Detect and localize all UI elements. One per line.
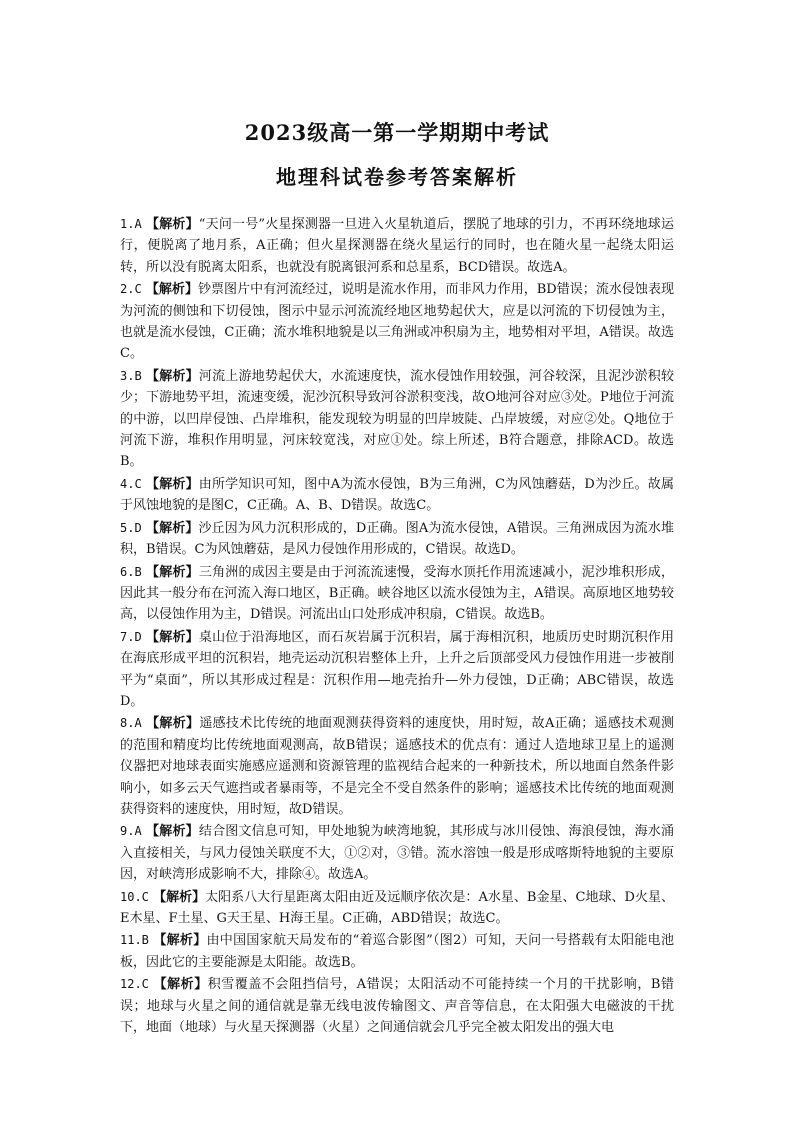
analysis-tag: 【解析】 (146, 217, 199, 232)
analysis-tag: 【解析】 (146, 368, 199, 384)
answer-item (120, 821, 674, 885)
answer-text: 遥感技术比传统的地面观测获得资料的速度快，用时短，故A正确；遥感技术观测的范围和精度均比传统地面观测高，故B错误；遥感技术的优点有：通过人造地球卫星上的遥测仪器把对地球表面实施感应遥测和资源管理的监视结合起来的一种新技术，所以地面自然条件影响小，如多云天气遮挡或者暴雨等，不是完全不受自然条件的影响；遥感技术比传统的地面观测获得资料的速度快，用时短，故D错误。 (120, 716, 674, 817)
answer-item (120, 279, 674, 365)
answer-item (120, 974, 674, 1038)
answer-number: 2.C (120, 282, 142, 297)
answer-number: 6.B (120, 564, 142, 579)
answer-text: 积雪覆盖不会阻挡信号，A错误；太阳活动不可能持续一个月的干扰影响，B错误；地球与火星之间的通信就是靠无线电波传输图文、声音等信息，在太阳强大电磁波的干扰下，地面（地球）与火星天探测器（火星）之间通信就会几乎完全被太阳发出的强大电 (120, 977, 674, 1036)
answer-text: 由中国国家航天局发布的“着巡合影图”（图2）可知，天问一号搭载有太阳能电池板，因此它的主要能源是太阳能。故选B。 (120, 933, 674, 970)
answer-list (120, 214, 674, 1038)
answer-number: 11.B (120, 933, 149, 948)
answer-text: 沙丘因为风力沉积形成的，D正确。图A为流水侵蚀，A错误。三角洲成因为流水堆积，B错误。C为风蚀蘑菇，是风力侵蚀作用形成的，C错误。故选D。 (120, 520, 674, 558)
answer-item (120, 627, 674, 713)
title-block (120, 118, 674, 192)
answer-text: 钞票图片中有河流经过，说明是流水作用，而非风力作用，BD错误；流水侵蚀表现为河流的侧蚀和下切侵蚀，图示中显示河流流经地区地势起伏大，应是以河流的下切侵蚀为主，也就是流水侵蚀，C正确；流水堆积地貌是以三角洲或冲积扇为主，地势相对平坦，A错误。故选C。 (120, 282, 674, 362)
answer-number: 1.A (120, 217, 142, 231)
answer-text: 由所学知识可知，图中A为流水侵蚀，B为三角洲，C为风蚀蘑菇，D为沙丘。故属于风蚀地貌的是图C，C正确。A、B、D错误。故选C。 (120, 476, 674, 514)
answer-number: 3.B (120, 368, 142, 383)
answer-number: 4.C (120, 476, 142, 491)
answer-item (120, 887, 674, 930)
answer-text: “天问一号”火星探测器一旦进入火星轨道后，摆脱了地球的引力，不再环绕地球运行，便脱离了地月系，A正确；但火星探测器在绕火星运行的同时，也在随火星一起绕太阳运转，所以没有脱离太阳系，也就没有脱离银河系和总星系，BCD错误。故选A。 (120, 217, 674, 275)
answer-number: 7.D (120, 629, 142, 644)
answer-item (120, 474, 674, 517)
analysis-tag: 【解析】 (145, 520, 199, 536)
analysis-tag: 【解析】 (146, 716, 200, 732)
analysis-tag: 【解析】 (153, 889, 206, 905)
answer-text: 三角洲的成因主要是由于河流流速慢，受海水顶托作用流速减小，泥沙堆积形成，因此其一般分布在河流入海口地区，B正确。峡谷地区以流水侵蚀为主，A错误。高原地区地势较高，以侵蚀作用为主，D错误。河流出山口处形成冲积扇，C错误。故选B。 (120, 564, 674, 623)
answer-item (120, 713, 674, 820)
answer-number: 10.C (120, 889, 149, 904)
analysis-tag: 【解析】 (146, 476, 199, 492)
answer-text: 河流上游地势起伏大，水流速度快，流水侵蚀作用较强，河谷较深，且泥沙淤积较少；下游地势平坦，流速变缓，泥沙沉积导致河谷淤积变浅，故O地河谷对应③处。P地位于河流的中游，以凹岸侵蚀、凸岸堆积，能发现较为明显的凹岸坡陡、凸岸坡缓，对应②处。Q地位于河流下游，堆积作用明显，河床较宽浅，对应①处。综上所述，B符合题意，排除ACD。故选B。 (120, 368, 674, 470)
answer-number: 8.A (120, 716, 142, 731)
page-subtitle: 地理科试卷参考答案解析 (276, 165, 518, 189)
answer-item (120, 562, 674, 626)
analysis-tag: 【解析】 (146, 824, 199, 840)
answer-item (120, 930, 674, 973)
answer-text: 太阳系八大行星距离太阳由近及远顺序依次是：A水星、B金星、C地球、D火星、E木星、F土星、G天王星、H海王星。C正确，ABD错误；故选C。 (120, 889, 674, 926)
analysis-tag: 【解析】 (153, 977, 208, 993)
answer-number: 5.D (120, 520, 142, 535)
answer-item (120, 214, 674, 278)
page-title: 2023级高一第一学期期中考试 (244, 120, 550, 145)
answer-text: 桌山位于沿海地区，而石灰岩属于沉积岩，属于海相沉积，地质历史时期沉积作用在海底形成平坦的沉积岩，地壳运动沉积岩整体上升，上升之后顶部受风力侵蚀作用进一步被削平为“桌面”，所以其形成过程是：沉积作用—地壳抬升—外力侵蚀，D正确；ABC错误，故选D。 (120, 629, 674, 709)
answer-text: 结合图文信息可知，甲处地貌为峡湾地貌，其形成与冰川侵蚀、海浪侵蚀，海水涌入直接相关，与风力侵蚀关联度不大，①②对，③错。流水溶蚀一般是形成喀斯特地貌的主要原因，对峡湾形成影响不大，排除④。故选A。 (120, 824, 674, 883)
analysis-tag: 【解析】 (146, 629, 199, 645)
analysis-tag: 【解析】 (146, 564, 199, 580)
answer-item (120, 518, 674, 561)
analysis-tag: 【解析】 (145, 282, 198, 298)
analysis-tag: 【解析】 (153, 933, 207, 949)
answer-item (120, 366, 674, 473)
answer-number: 9.A (120, 824, 142, 839)
answer-number: 12.C (120, 977, 149, 992)
